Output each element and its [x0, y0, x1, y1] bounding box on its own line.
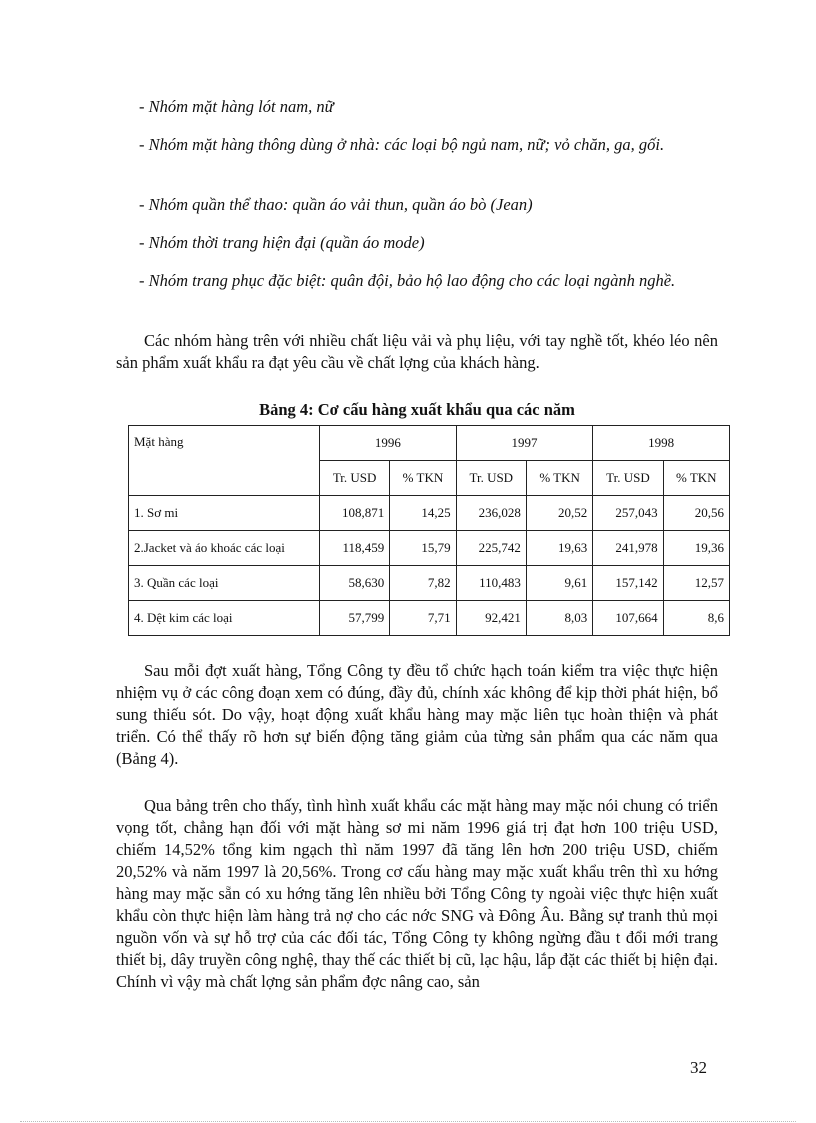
cell: 20,52: [526, 496, 592, 531]
paragraph-accounting: Sau mỗi đợt xuất hàng, Tổng Công ty đều tổ chức hạch toán kiểm tra việc thực hiện nhiệm vụ ở các công đoạn xem có đúng, đầy đủ, chính xác không để kịp thời phát hiện, bổ sung thiếu sót. Do vậy, hoạt động xuất khẩu hàng may mặc liên tục hoàn thiện và phát triển. Có thể thấy rõ hơn sự biến động tăng giảm của từng sản phẩm qua các năm qua (Bảng 4).: [116, 661, 718, 768]
cell: 92,421: [456, 601, 526, 636]
cell: 19,63: [526, 531, 592, 566]
bullet-sportswear: - Nhóm quần thể thao: quần áo vải thun, quần áo bò (Jean): [139, 195, 533, 214]
table-row: [129, 496, 730, 531]
export-structure-table: [128, 425, 730, 636]
bullet-fashion: - Nhóm thời trang hiện đại (quần áo mode): [139, 233, 425, 252]
cell: 257,043: [593, 496, 663, 531]
cell: 110,483: [456, 566, 526, 601]
cell: 7,82: [390, 566, 456, 601]
cell: 157,142: [593, 566, 663, 601]
bullet-text: - Nhóm mặt hàng lót nam, nữ: [139, 97, 334, 116]
bullet-homewear: - Nhóm mặt hàng thông dùng ở nhà: các loại bộ ngủ nam, nữ; vỏ chăn, ga, gối.: [139, 135, 665, 154]
cell: 236,028: [456, 496, 526, 531]
cell: 58,630: [320, 566, 390, 601]
row-label: 4. Dệt kim các loại: [129, 601, 320, 636]
cell: 19,36: [663, 531, 729, 566]
cell: 20,56: [663, 496, 729, 531]
cell: 15,79: [390, 531, 456, 566]
cell: 118,459: [320, 531, 390, 566]
row-label: 3. Quần các loại: [129, 566, 320, 601]
cell: 225,742: [456, 531, 526, 566]
bullet-lingerie: [116, 96, 718, 118]
page-number: 32: [690, 1058, 707, 1077]
header-item: Mặt hàng: [129, 426, 320, 496]
cell: 57,799: [320, 601, 390, 636]
subheader-pct: % TKN: [526, 461, 592, 496]
table-header-row: [129, 426, 730, 461]
table-caption: Bảng 4: Cơ cấu hàng xuất khẩu qua các năm: [259, 400, 575, 419]
row-label: 2.Jacket và áo khoác các loại: [129, 531, 320, 566]
table-row: [129, 601, 730, 636]
subheader-usd: Tr. USD: [456, 461, 526, 496]
subheader-usd: Tr. USD: [593, 461, 663, 496]
paragraph-product-quality: Các nhóm hàng trên với nhiều chất liệu vải và phụ liệu, với tay nghề tốt, khéo léo nên sản phẩm xuất khẩu ra đạt yêu cầu về chất lợng của khách hàng.: [116, 331, 718, 372]
cell: 14,25: [390, 496, 456, 531]
cell: 107,664: [593, 601, 663, 636]
subheader-pct: % TKN: [663, 461, 729, 496]
paragraph-analysis: Qua bảng trên cho thấy, tình hình xuất khẩu các mặt hàng may mặc nói chung có triển vọng tốt, chẳng hạn đối với mặt hàng sơ mi năm 1996 giá trị đạt hơn 100 triệu USD, chiếm 14,52% tổng kim ngạch thì năm 1997 đã tăng lên hơn 200 triệu USD, chiếm 20,52% và năm 1997 là 20,56%. Trong cơ cấu hàng may mặc xuất khẩu trên thì xu hớng hàng may mặc sẵn có xu hớng tăng lên nhiều bởi Tổng Công ty ngoài việc thực hiện xuất khẩu còn thực hiện làm hàng trả nợ cho các nớc SNG và Đông Âu. Bằng sự tranh thủ mọi nguồn vốn và sự hỗ trợ của các đối tác, Tổng Công ty không ngừng đầu t đổi mới trang thiết bị, dây truyền công nghệ, thay thế các thiết bị cũ, lạc hậu, lắp đặt các thiết bị hiện đại. Chính vì vậy mà chất lợng sản phẩm đợc nâng cao, sản: [116, 796, 718, 991]
table-row: [129, 531, 730, 566]
cell: 108,871: [320, 496, 390, 531]
bullet-special: - Nhóm trang phục đặc biệt: quân đội, bảo hộ lao động cho các loại ngành nghề.: [139, 271, 676, 290]
header-year-1997: 1997: [456, 426, 593, 461]
cell: 9,61: [526, 566, 592, 601]
row-label: 1. Sơ mi: [129, 496, 320, 531]
cell: 12,57: [663, 566, 729, 601]
footer-divider: [20, 1121, 796, 1122]
header-year-1996: 1996: [320, 426, 457, 461]
cell: 8,6: [663, 601, 729, 636]
cell: 8,03: [526, 601, 592, 636]
header-year-1998: 1998: [593, 426, 730, 461]
cell: 7,71: [390, 601, 456, 636]
subheader-pct: % TKN: [390, 461, 456, 496]
table-row: [129, 566, 730, 601]
subheader-usd: Tr. USD: [320, 461, 390, 496]
cell: 241,978: [593, 531, 663, 566]
